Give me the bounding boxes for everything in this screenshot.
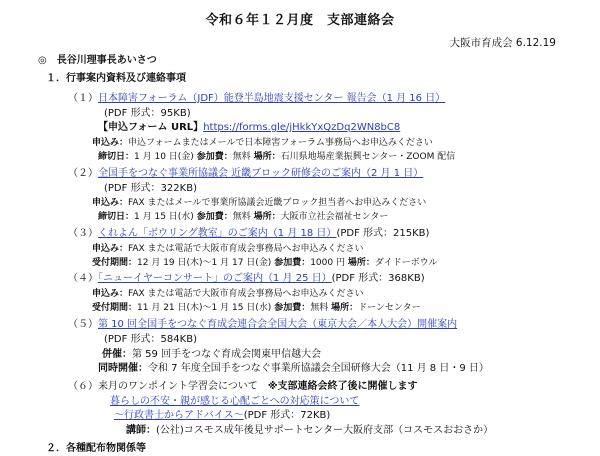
item2-title-line: （２）全国手をつなぐ事業所協議会 近畿ブロック研修会のご案内（2 月 1 日）: [68, 168, 424, 179]
bullet-icon: ◎: [38, 55, 47, 66]
item6-link1[interactable]: 暮らしの不安・親が感じる心配ごとへの対応策について: [110, 396, 360, 407]
item5-cohost-line: 併催：第 59 回手をつなぐ育成会関東甲信越大会: [102, 349, 322, 360]
item2-apply-line: 申込み：FAX またはメールで事業所協議会近畿ブロック担当者へお申込みください: [92, 198, 427, 208]
item3-link[interactable]: くれよん「ボウリング教室」のご案内（1 月 18 日）: [98, 228, 337, 239]
greeting-line: [38, 54, 157, 68]
item3-detail-line: 受付期間：12 月 19 日(木)〜1 月 17 日(金) 参加費：1000 円 場所：ダイドーボウル: [92, 258, 438, 268]
item1-title-line: （１）日本障害フォーラム（JDF）能登半島地震支援センター 報告会（1 月 16 日）: [68, 93, 446, 104]
item4-apply-line: 申込み：FAX または電話で大阪市育成会事務局へお申込みください: [92, 289, 364, 299]
item3-apply-line: 申込み：FAX または電話で大阪市育成会事務局へお申込みください: [92, 244, 364, 254]
organization-date: 大阪市育成会 6.12.19: [449, 37, 556, 49]
item5-title-line: （５）第 10 回全国手をつなぐ育成会連合会全国大会（東京大会／本人大会）開催案内: [68, 319, 458, 330]
item1-pdf: (PDF 形式：95KB): [104, 108, 191, 119]
item1-form-url-link[interactable]: https://forms.gle/jHkkYxQzDq2WN8bC8: [203, 122, 401, 133]
item6-link1-line: [110, 395, 359, 409]
item1-form-line: 【申込フォーム URL】https://forms.gle/jHkkYxQzDq2WN8bC8: [98, 122, 401, 133]
item3-title-line: （３）くれよん「ボウリング教室」のご案内（1 月 18 日）(PDF 形式：215KB): [68, 228, 430, 239]
item4-link[interactable]: 「ニューイヤーコンサート」のご案内（1 月 25 日）: [98, 273, 332, 284]
item5-link[interactable]: 第 10 回全国手をつなぐ育成会連合会全国大会（東京大会／本人大会）開催案内: [98, 319, 458, 330]
greeting-text: 長谷川理事長あいさつ: [56, 55, 157, 66]
item6-link2-line: 〜行政書士からアドバイス〜(PDF 形式：72KB): [114, 410, 331, 421]
item4-detail-line: 受付期間：11 月 21 日(木)〜1 月 15 日(水) 参加費：無料 場所：ドーンセンター: [92, 303, 421, 313]
item6-title-line: （６）来月のワンポイント学習会について ※支部連絡会終了後に開催します: [68, 381, 418, 392]
item6-link2[interactable]: 〜行政書士からアドバイス〜: [114, 410, 244, 421]
section1-heading: １．行事案内資料及び連絡事項: [46, 73, 186, 84]
item5-same-line: 同時開催：令和 7 年度全国手をつなぐ事業所協議会全国研修大会（11 月 8 日・9 日）: [98, 363, 489, 374]
item5-pdf: (PDF 形式：584KB): [104, 334, 197, 345]
item2-pdf: (PDF 形式：322KB): [104, 183, 197, 194]
document-title: 令和６年１２月度 支部連絡会: [205, 13, 395, 28]
item1-link[interactable]: 日本障害フォーラム（JDF）能登半島地震支援センター 報告会（1 月 16 日）: [98, 93, 446, 104]
section2-heading: ２．各種配布物関係等: [46, 443, 146, 454]
item6-note: ※支部連絡会終了後に開催します: [267, 381, 418, 392]
item1-detail-line: 締切日：1 月 10 日(金) 参加費：無料 場所：石川県地場産業振興センター・ZOOM 配信: [98, 152, 456, 162]
item1-apply-line: 申込み：申込フォームまたはメールで日本障害フォーラム事務局へお申込みください: [92, 138, 433, 148]
item6-lecturer-line: 講師：(公社)コスモス成年後見サポートセンター大阪府支部（コスモスおおさか）: [126, 425, 494, 436]
item2-link[interactable]: 全国手をつなぐ事業所協議会 近畿ブロック研修会のご案内（2 月 1 日）: [98, 168, 424, 179]
item2-detail-line: 締切日：1 月 15 日(水) 参加費：無料 場所：大阪市立社会福祉センター: [98, 212, 389, 222]
item4-title-line: （４）「ニューイヤーコンサート」のご案内（1 月 25 日）(PDF 形式：368KB): [68, 273, 425, 284]
